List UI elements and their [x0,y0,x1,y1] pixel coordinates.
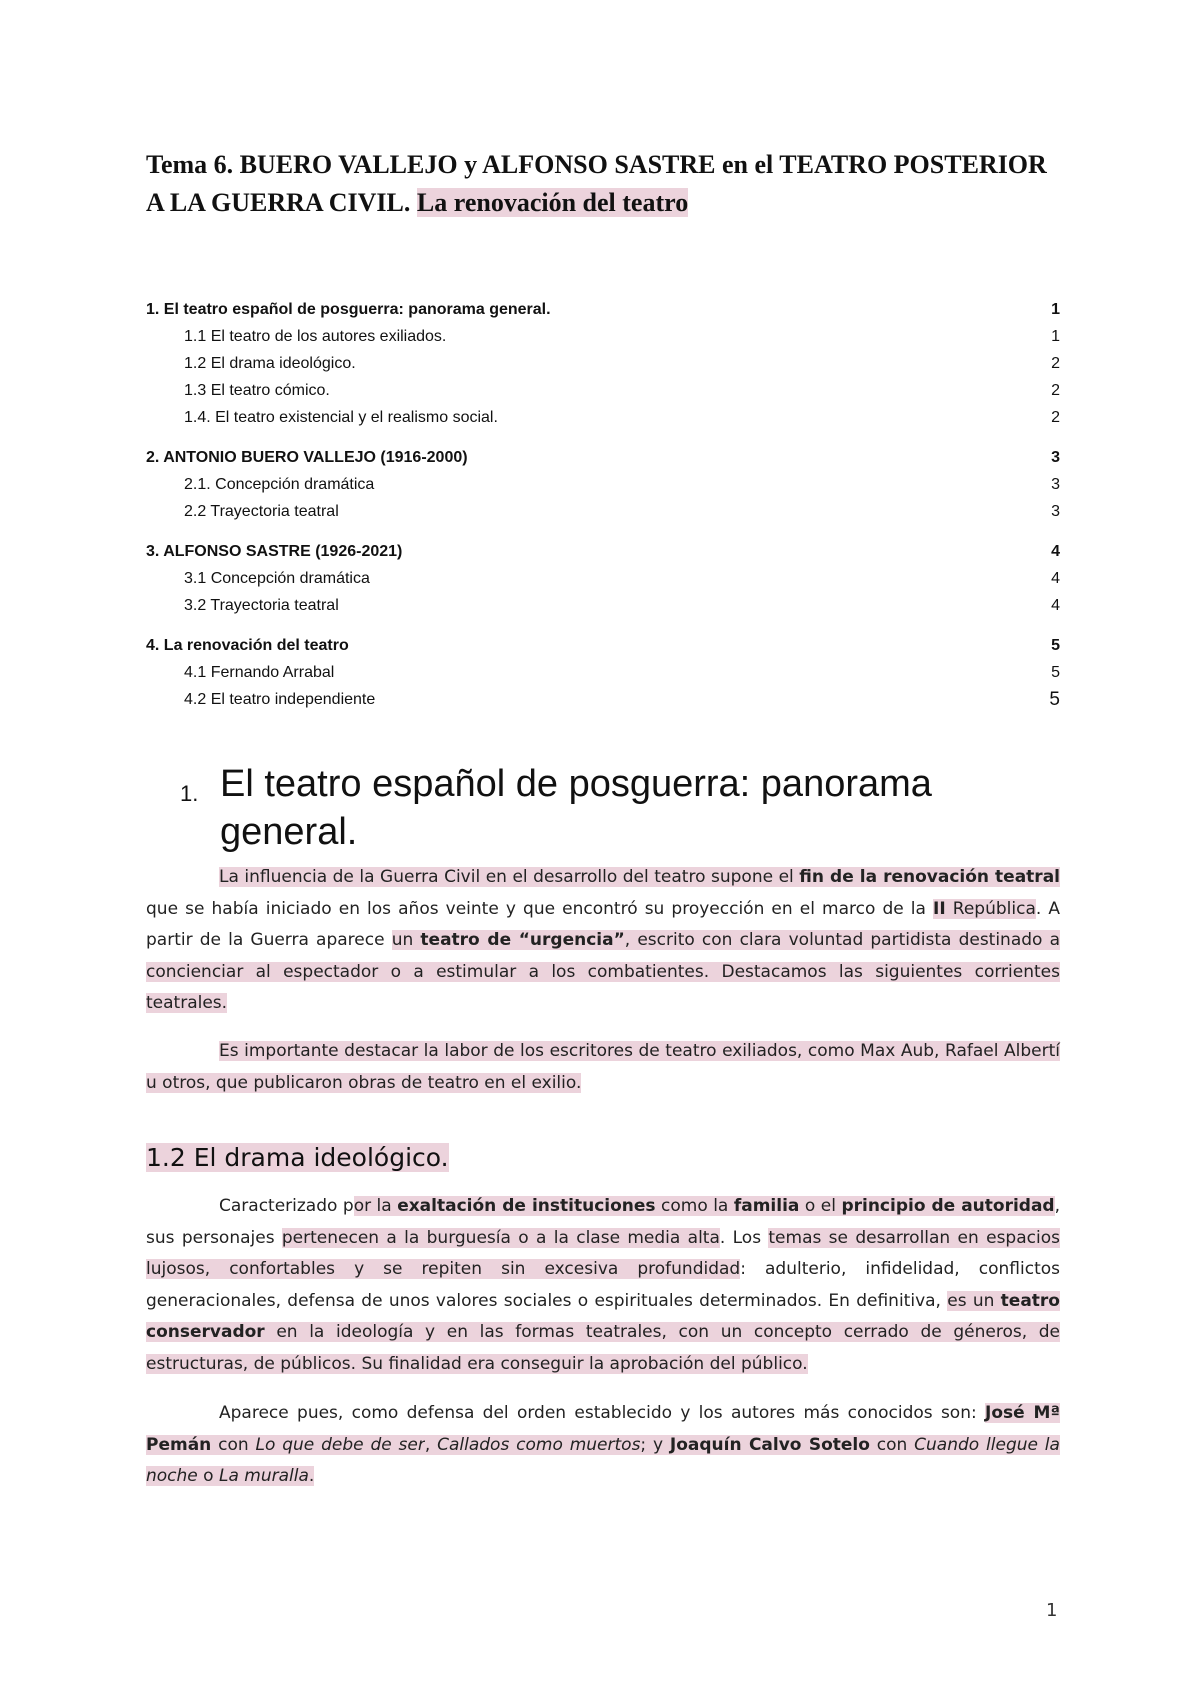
text-span: un [391,930,421,950]
text-span: como la [655,1196,734,1216]
toc-entry-label: 2.1. Concepción dramática [184,476,375,493]
toc-entry-page: 1 [1051,301,1060,318]
toc-entry-label: 3.1 Concepción dramática [184,570,370,587]
toc-entry[interactable] [146,498,1060,525]
text-span: : adulterio, infidelidad, conflictos generacionales, defensa de unos valores sociales o espirituales determinados. En definitiva, [146,1259,1060,1311]
text-span-italic: Lo que debe de ser [255,1434,425,1455]
text-span: , [1054,1196,1061,1216]
text-span-bold: familia [733,1196,800,1216]
toc-entry[interactable] [146,323,1060,350]
text-span: con [869,1434,915,1455]
toc-entry[interactable] [146,444,1060,471]
subsection-title: 1.2 El drama ideológico. [146,1143,449,1172]
text-span: Aparece pues, como defensa del orden establecido y los autores más conocidos son: [219,1403,986,1423]
toc-spacer [146,431,1060,444]
text-span-bold: José Mª Pemán [146,1403,1061,1455]
title-highlight: La renovación del teatro [416,188,689,217]
text-span-italic: La muralla [218,1466,309,1486]
text-span: , escrito con clara voluntad partidista destinado a concienciar al espectador o a estimular a los combatientes. Destacamos las siguientes corrientes teatrales. [146,930,1061,1013]
toc-entry-label: 2.2 Trayectoria teatral [184,503,339,520]
toc-entry-page: 2 [1051,409,1060,426]
toc-entry[interactable] [146,565,1060,592]
text-span-italic: Cuando llegue la noche [146,1434,1060,1486]
text-span-bold: teatro de “urgencia” [420,930,625,950]
paragraph-authors [146,1398,1060,1493]
toc-entry-label: 1.1 El teatro de los autores exiliados. [184,328,447,345]
toc-entry-label: 3. ALFONSO SASTRE (1926-2021) [146,543,403,560]
toc-entry[interactable] [146,377,1060,404]
toc-entry-label: 4.2 El teatro independiente [184,691,376,708]
toc-entry-page: 1 [1051,328,1060,345]
document-title [146,146,1066,222]
toc-entry-label: 1.3 El teatro cómico. [184,382,330,399]
toc-entry-page: 2 [1051,355,1060,372]
toc-entry-page: 5 [1051,637,1060,654]
text-span: o el [799,1196,842,1216]
page-number: 1 [1046,1600,1058,1621]
toc-entry[interactable] [146,350,1060,377]
toc-entry-page: 4 [1051,597,1060,614]
toc-spacer [146,619,1060,632]
toc-entry-label: 4. La renovación del teatro [146,637,349,654]
text-span: temas se desarrollan en espacios lujosos, confortables y se repiten sin excesiva profundidad [146,1227,1060,1279]
toc-entry-label: 2. ANTONIO BUERO VALLEJO (1916-2000) [146,449,468,466]
text-span: República [945,898,1036,919]
text-span-bold: exaltación de instituciones [397,1196,656,1216]
text-span-bold: II [933,898,946,919]
text-span: . Los [719,1227,769,1248]
toc-entry-page: 4 [1051,570,1060,587]
text-span-bold: teatro conservador [146,1290,1060,1342]
toc-entry-page: 3 [1051,503,1060,520]
toc-entry-page: 5 [1049,689,1060,710]
text-span: sus personajes [146,1227,282,1248]
toc-entry-label: 3.2 Trayectoria teatral [184,597,339,614]
toc-entry[interactable] [146,538,1060,565]
text-span: con [211,1434,256,1455]
toc-entry-page: 3 [1051,449,1060,466]
text-span: or la [353,1196,398,1216]
toc-entry-page: 5 [1051,664,1060,681]
section-number: 1. [180,781,199,806]
toc-entry[interactable] [146,471,1060,498]
toc-entry-label: 1.4. El teatro existencial y el realismo social. [184,409,498,426]
title-main: Tema 6. BUERO VALLEJO y ALFONSO SASTRE en el TEATRO POSTERIOR A LA GUERRA CIVIL. [146,150,1047,217]
toc-entry-label: 4.1 Fernando Arrabal [184,664,335,681]
text-span: , [424,1434,438,1455]
toc-spacer [146,525,1060,538]
text-span: ; y [640,1434,670,1455]
toc-entry-label: 1.2 El drama ideológico. [184,355,356,372]
paragraph-intro [146,862,1060,1020]
toc-entry[interactable] [146,592,1060,619]
text-span: Es importante destacar la labor de los escritores de teatro exiliados, como Max Aub, Rafael Albertí u otros, que publicaron obras de teatro en el exilio. [146,1041,1060,1093]
text-span-bold: principio de autoridad [841,1196,1055,1216]
text-span: pertenecen a la burguesía o a la clase media alta [281,1227,720,1248]
toc-entry-page: 3 [1051,476,1060,493]
text-span: La influencia de la Guerra Civil en el desarrollo del teatro supone el [219,867,800,887]
text-span-italic: Callados como muertos [437,1434,641,1455]
toc-entry[interactable] [146,659,1060,686]
text-span: . A partir de la Guerra aparece [146,898,1060,950]
toc-entry-page: 2 [1051,382,1060,399]
toc-entry[interactable] [146,404,1060,431]
text-span-bold: Joaquín Calvo Sotelo [669,1434,870,1455]
text-span-bold: fin de la renovación teatral [799,867,1060,887]
text-span: es un [947,1290,1001,1311]
text-span: o [197,1466,219,1486]
paragraph-ideological-drama [146,1191,1060,1380]
toc-entry[interactable] [146,686,1060,713]
text-span: . [308,1466,315,1486]
toc-entry[interactable] [146,632,1060,659]
table-of-contents [146,296,1060,713]
toc-entry-page: 4 [1051,543,1060,560]
text-span: que se había iniciado en los años veinte y que encontró su proyección en el marco de la [146,898,934,919]
text-span: en la ideología y en las formas teatrales, con un concepto cerrado de géneros, de estructuras, de públicos. Su finalidad era conseguir la aprobación del público. [146,1322,1060,1374]
toc-entry-label: 1. El teatro español de posguerra: panorama general. [146,301,551,318]
section-title: El teatro español de posguerra: panorama general. [220,763,932,853]
paragraph-exiled-authors [146,1036,1060,1099]
text-span: Caracterizado p [219,1196,354,1216]
toc-entry[interactable] [146,296,1060,323]
section-heading-1-2 [146,1140,449,1176]
